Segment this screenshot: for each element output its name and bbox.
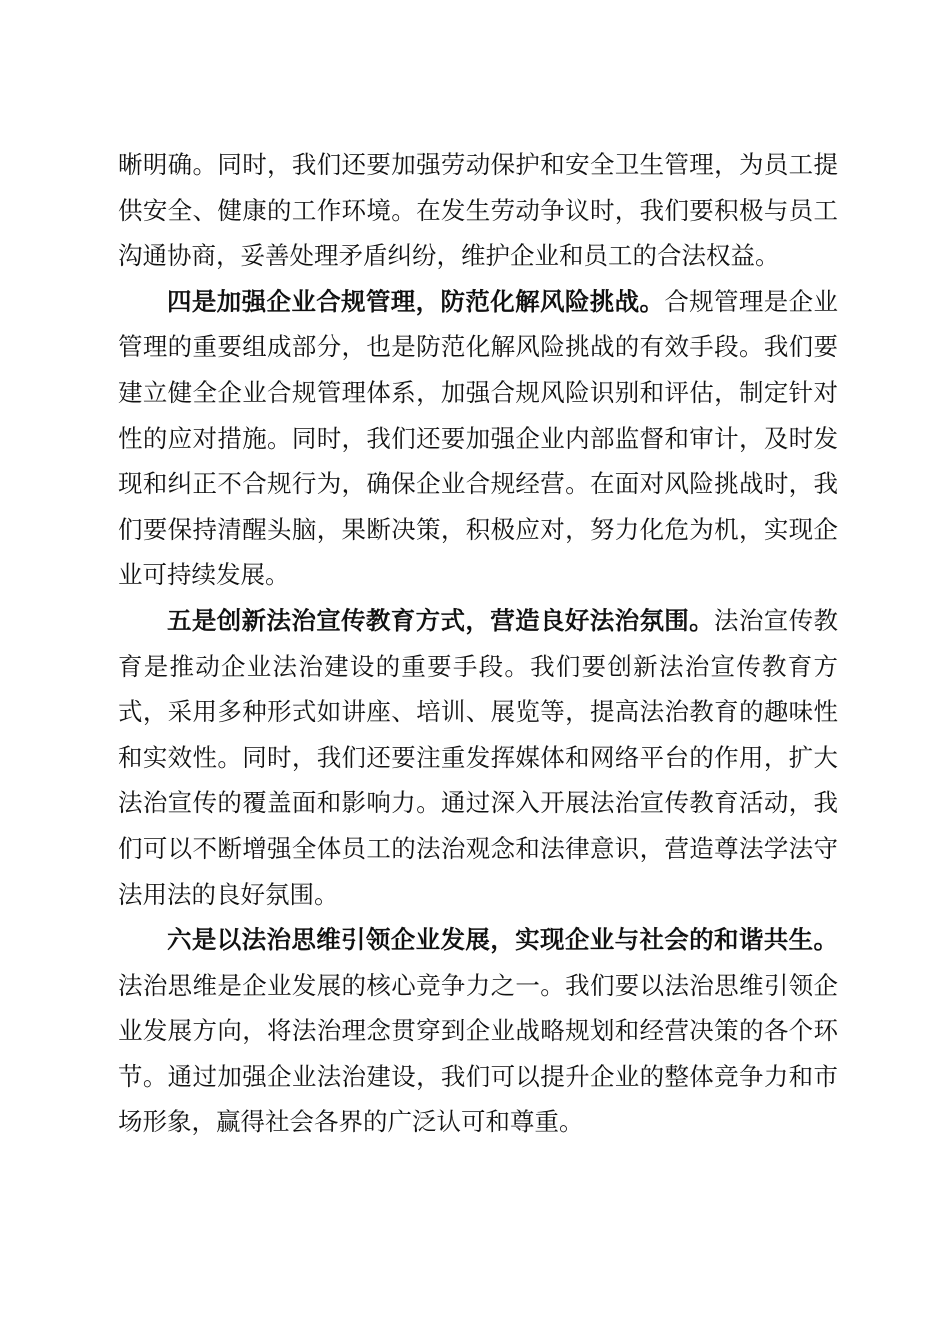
paragraph-text: 法治宣传教育是推动企业法治建设的重要手段。我们要创新法治宣传教育方式，采用多种形式如讲座、培训、展览等，提高法治教育的趣味性和实效性。同时，我们还要注重发挥媒体和网络平台的作用，扩大法治宣传的覆盖面和影响力。通过深入开展法治宣传教育活动，我们可以不断增强全体员工的法治观念和法律意识，营造尊法学法守法用法的良好氛围。 <box>118 605 839 909</box>
paragraph-heading: 六是以法治思维引领企业发展，实现企业与社会的和谐共生。 <box>167 925 838 955</box>
paragraph-heading: 五是创新法治宣传教育方式，营造良好法治氛围。 <box>167 605 715 635</box>
paragraph-heading: 四是加强企业合规管理，防范化解风险挑战。 <box>167 286 665 316</box>
paragraph-four <box>118 279 838 598</box>
paragraph-continuation <box>118 142 838 279</box>
paragraph-text: 法治思维是企业发展的核心竞争力之一。我们要以法治思维引领企业发展方向，将法治理念贯穿到企业战略规划和经营决策的各个环节。通过加强企业法治建设，我们可以提升企业的整体竞争力和市场形象，赢得社会各界的广泛认可和尊重。 <box>118 970 838 1137</box>
paragraph-six <box>118 917 838 1145</box>
paragraph-text: 合规管理是企业管理的重要组成部分，也是防范化解风险挑战的有效手段。我们要建立健全企业合规管理体系，加强合规风险识别和评估，制定针对性的应对措施。同时，我们还要加强企业内部监督和审计，及时发现和纠正不合规行为，确保企业合规经营。在面对风险挑战时，我们要保持清醒头脑，果断决策，积极应对，努力化危为机，实现企业可持续发展。 <box>118 286 839 590</box>
document-page <box>118 142 838 1145</box>
paragraph-five <box>118 598 838 917</box>
paragraph-text: 晰明确。同时，我们还要加强劳动保护和安全卫生管理，为员工提供安全、健康的工作环境。在发生劳动争议时，我们要积极与员工沟通协商，妥善处理矛盾纠纷，维护企业和员工的合法权益。 <box>118 150 838 271</box>
